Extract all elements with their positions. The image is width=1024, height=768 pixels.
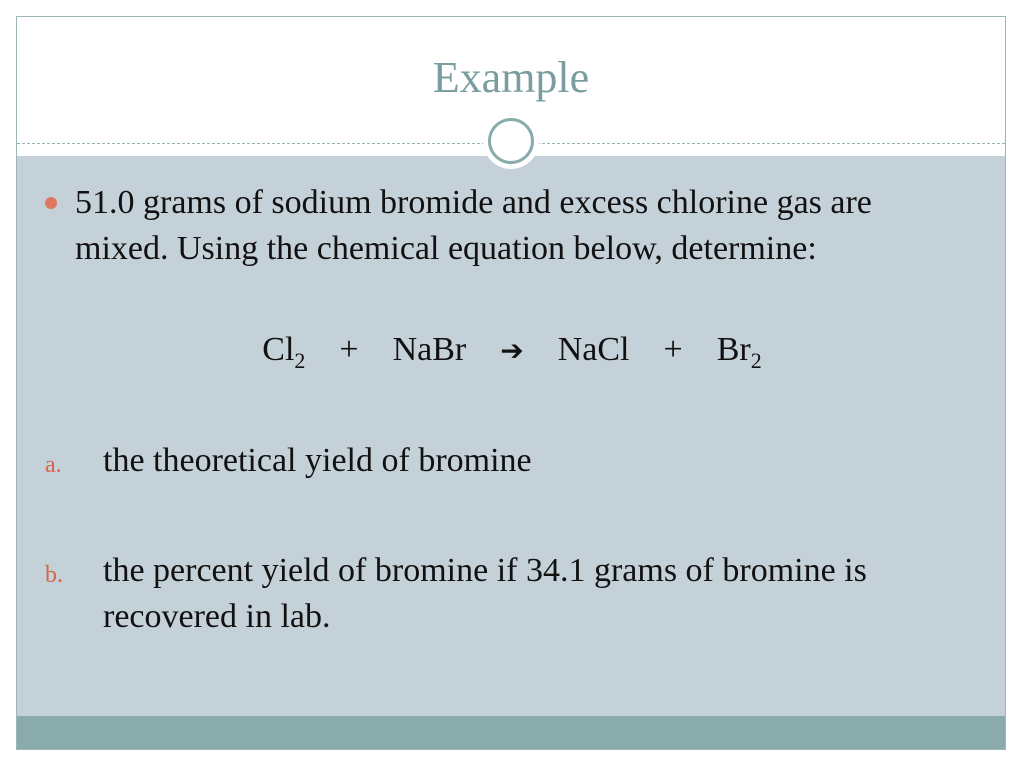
list-marker: a.: [45, 452, 62, 478]
chemical-equation: [17, 327, 1006, 384]
product-2-symbol: Br: [716, 331, 751, 368]
list-item-text: the theoretical yield of bromine: [103, 442, 532, 479]
equation-plus-1: +: [339, 331, 359, 368]
footer-bar: [17, 716, 1005, 750]
list-item-text: the percent yield of bromine if 34.1 grams of bromine is recovered in lab.: [103, 552, 867, 635]
ornament-ring: [488, 118, 534, 164]
reactant-1-symbol: Cl: [262, 331, 295, 368]
equation-reactant-chlorine: [262, 327, 305, 384]
bullet-dot-icon: [45, 197, 57, 209]
reactant-1-subscript: 2: [294, 348, 306, 373]
equation-reactant-sodium-bromide: NaBr: [392, 331, 467, 368]
circle-ornament-icon: [483, 113, 539, 169]
list-marker: b.: [45, 562, 63, 588]
reaction-arrow-icon: ➔: [500, 334, 524, 367]
slide: [16, 16, 1006, 750]
product-2-subscript: 2: [750, 348, 762, 373]
slide-title: Example: [432, 53, 590, 102]
equation-product-bromine: [717, 327, 762, 384]
equation-product-sodium-chloride: NaCl: [557, 331, 630, 368]
bullet-text: 51.0 grams of sodium bromide and excess chlorine gas are mixed. Using the chemical equation below, determine:: [75, 184, 872, 267]
equation-plus-2: +: [663, 331, 683, 368]
